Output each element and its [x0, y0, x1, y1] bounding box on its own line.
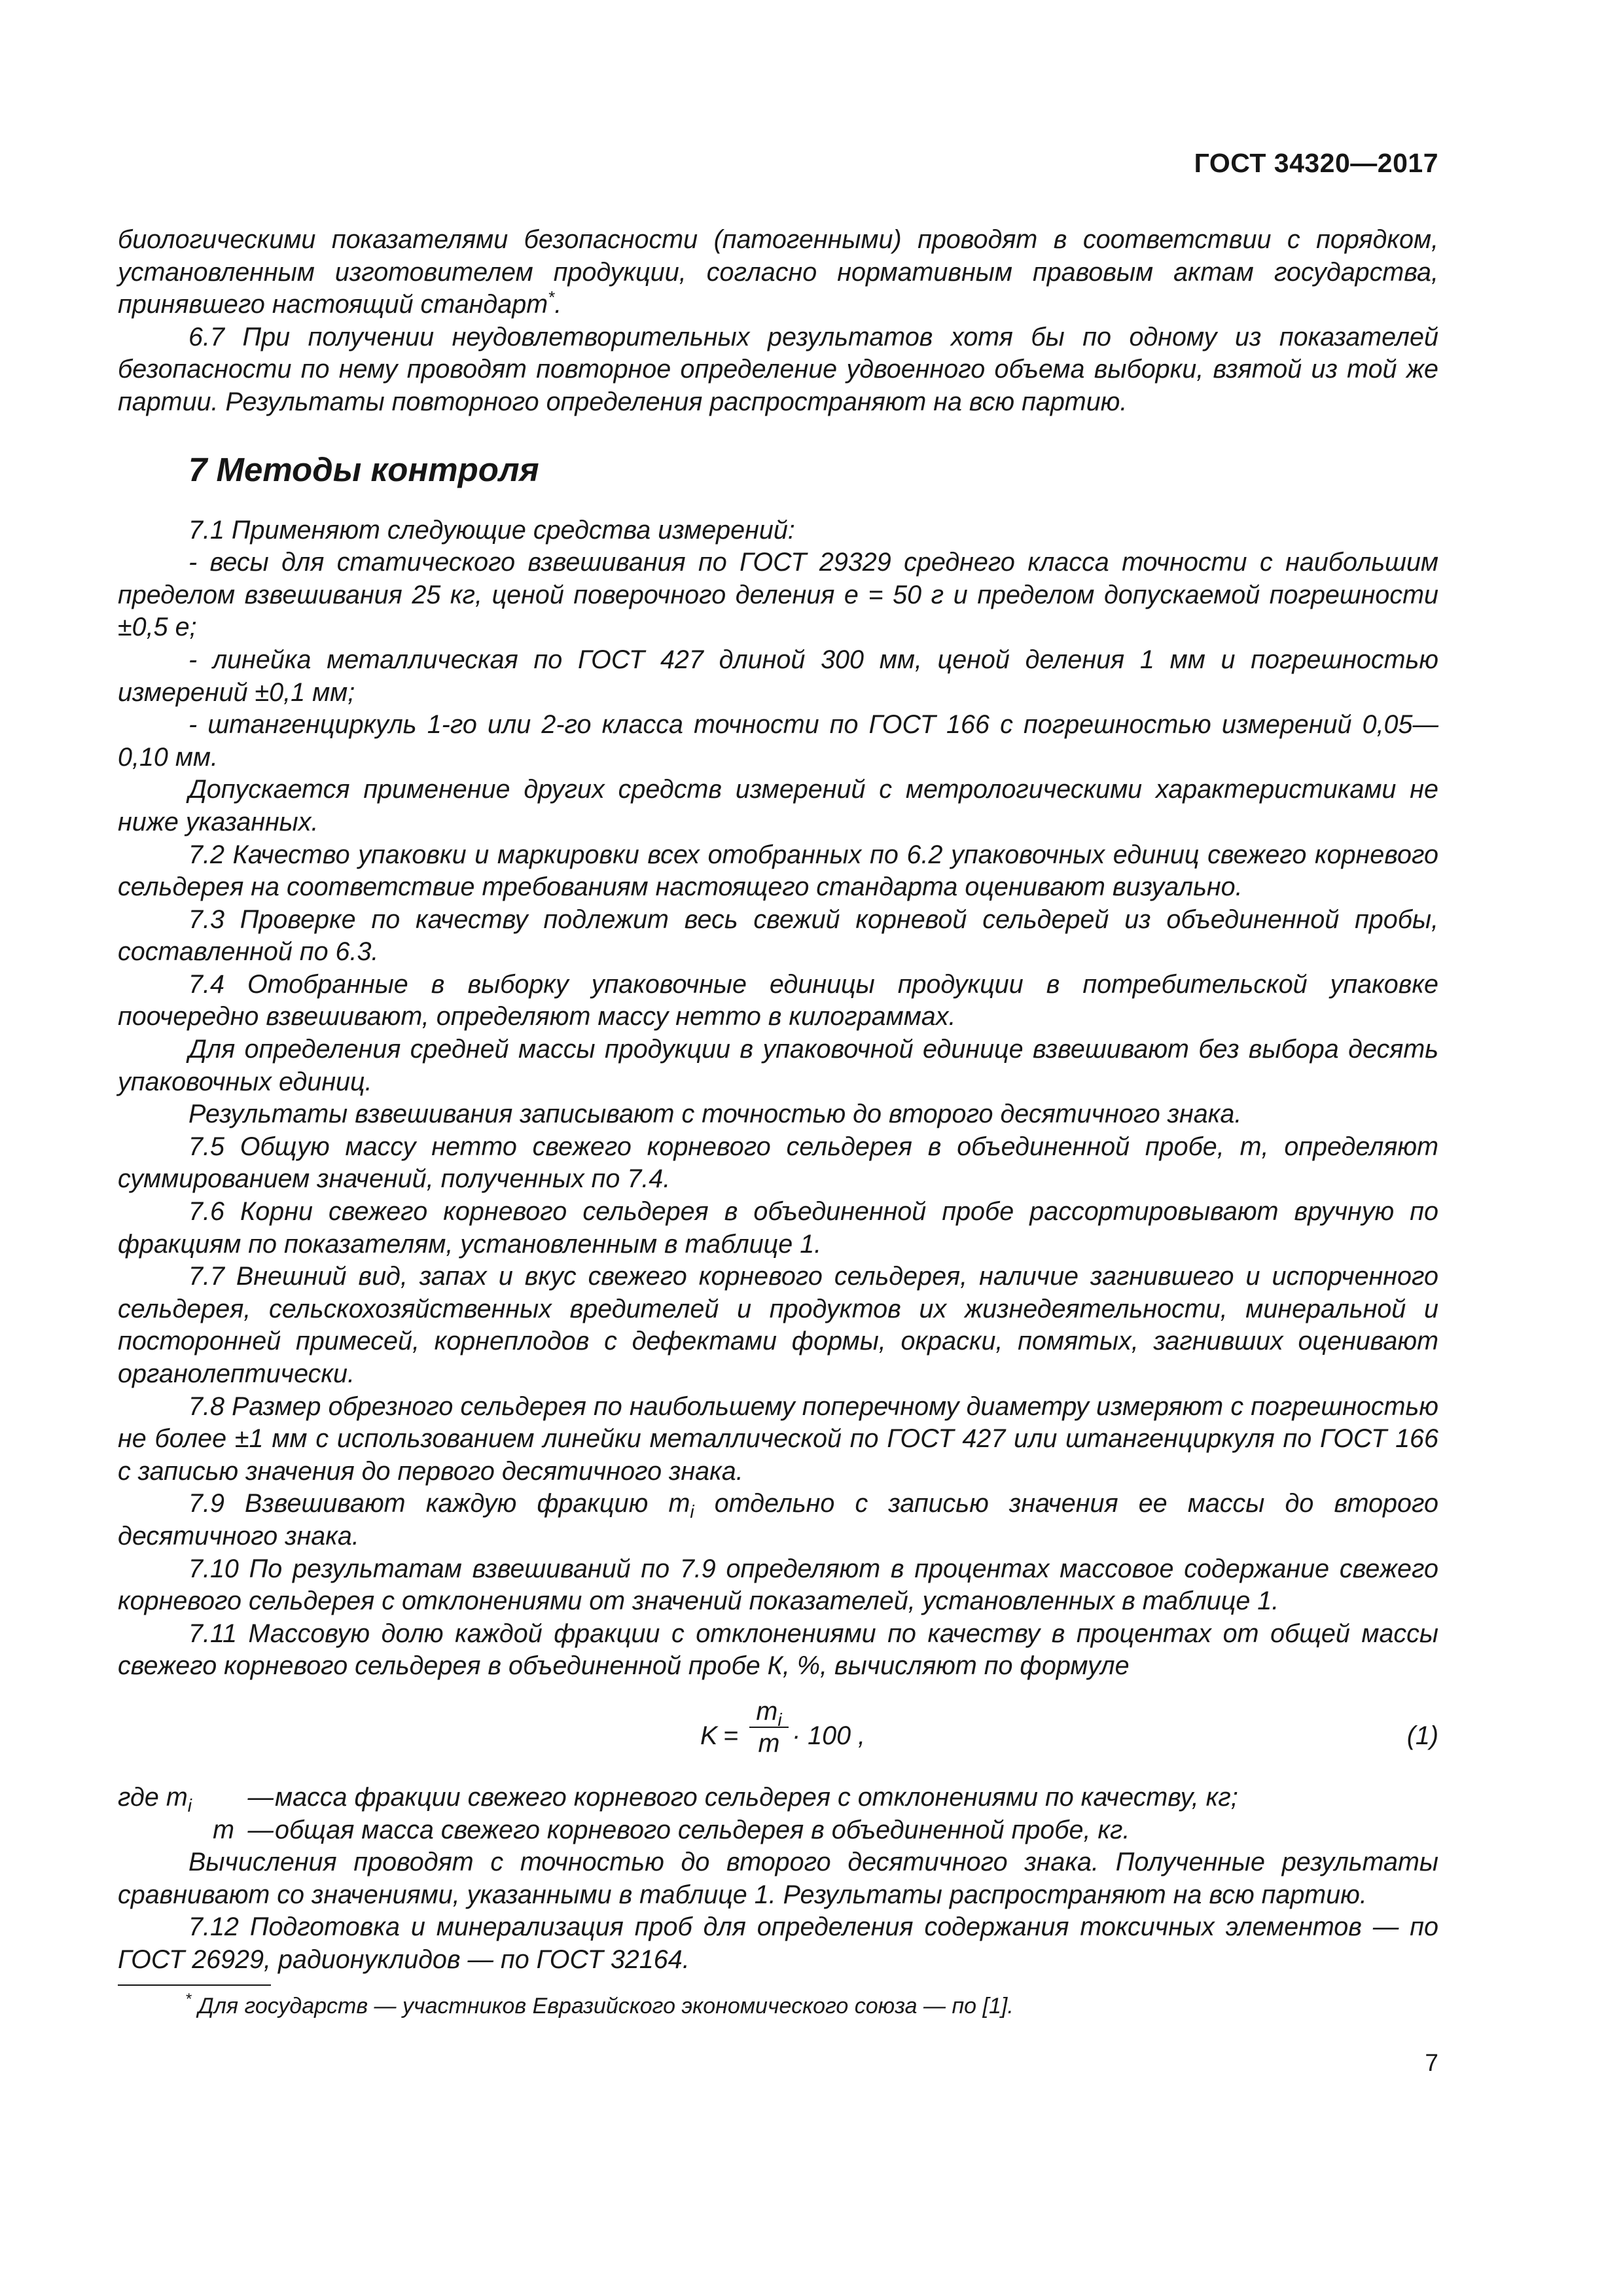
paragraph-7-3: 7.3 Проверке по качеству подлежит весь свежий корневой сельдерей из объединенной пробы, составленной по 6.3. [118, 905, 1438, 967]
formula-lhs: K [700, 1721, 718, 1750]
list-item-ruler: - линейка металлическая по ГОСТ 427 длиной 300 мм, ценой деления 1 мм и погрешностью измерений ±0,1 мм; [118, 645, 1438, 707]
formula-fraction [749, 1698, 789, 1758]
paragraph-other-means: Допускается применение других средств измерений с метрологическими характеристиками не ниже указанных. [118, 775, 1438, 836]
paragraph-7-6: 7.6 Корни свежего корневого сельдерея в объединенной пробе рассортировывают вручную по фракциям по показателям, установленным в таблице 1. [118, 1197, 1438, 1259]
fraction-bar [749, 1727, 789, 1728]
page-number: 7 [1425, 2049, 1438, 2076]
paragraph-7-12: 7.12 Подготовка и минерализация проб для определения содержания токсичных элементов — по ГОСТ 26929, радионуклидов — по ГОСТ 32164. [118, 1912, 1438, 1974]
paragraph-average-mass: Для определения средней массы продукции в упаковочной единице взвешивают без выбора десять упаковочных единиц. [118, 1035, 1438, 1096]
footnote-marker: * [548, 287, 555, 308]
paragraph-6-7: 6.7 При получении неудовлетворительных результатов хотя бы по одному из показателей безопасности по нему проводят повторное определение удвоенного объема выборки, взятой из той же партии. Результаты повторного определения распространяют на всю партию. [118, 322, 1438, 416]
paragraph-7-11: 7.11 Массовую долю каждой фракции с отклонениями по качеству в процентах от общей массы свежего корневого сельдерея в объединенной пробе К, %, вычисляют по формуле [118, 1619, 1438, 1681]
section-title: 7 Методы контроля [188, 450, 539, 488]
paragraph-calculations: Вычисления проводят с точностью до второго десятичного знака. Полученные результаты сравнивают со значениями, указанными в таблице 1. Результаты распространяют на всю партию. [118, 1848, 1438, 1909]
formula-1 [118, 1693, 1438, 1774]
formula-multiplier: · 100 , [792, 1721, 865, 1750]
paragraph-7-9: 7.9 Взвешивают каждую фракцию $m_i$ отдельно с записью значения ее массы до второго десятичного знака. [118, 1489, 1438, 1551]
paragraph-7-1: 7.1 Применяют следующие средства измерений: [188, 515, 795, 545]
paragraph-7-8: 7.8 Размер обрезного сельдерея по наибольшему поперечному диаметру измеряют с погрешностью не более ±1 мм с использованием линейки металлической по ГОСТ 427 или штангенциркуля по ГОСТ 166 с записью значения до первого десятичного знака. [118, 1391, 1438, 1486]
paragraph-7-7: 7.7 Внешний вид, запах и вкус свежего корневого сельдерея, наличие загнившего и испорченного сельдерея, сельскохозяйственных вредителей и продуктов их жизнедеятельности, минеральной и посторонней примесей, корнеплодов с дефектами формы, окраски, помятых, загнивших оценивают органолептически. [118, 1262, 1438, 1388]
paragraph-7-2: 7.2 Качество упаковки и маркировки всех отобранных по 6.2 упаковочных единиц свежего корневого сельдерея на соответствие требованиям настоящего стандарта оценивают визуально. [118, 840, 1438, 902]
list-item-caliper: - штангенциркуль 1-го или 2-го класса точности по ГОСТ 166 с погрешностью измерений 0,05—0,10 мм. [118, 710, 1438, 772]
paragraph-continuation: биологическими показателями безопасности (патогенными) проводят в соответствии с порядком, установленным изготовителем продукции, согласно нормативным правовым актам государства, принявшего настоящий стандарт*. [118, 225, 1438, 319]
footnote-separator [118, 1984, 271, 1986]
legend-mi: масса фракции свежего корневого сельдерея с отклонениями по качеству, кг; [275, 1782, 1238, 1812]
formula-equals: = [723, 1721, 739, 1750]
document-body [118, 224, 1438, 1977]
formula-number: (1) [1406, 1721, 1438, 1750]
document-header: ГОСТ 34320—2017 [1194, 148, 1438, 178]
footnote: * Для государств — участников Евразийского экономического союза — по [1]. [186, 1990, 1014, 2018]
paragraph-weighing-results: Результаты взвешивания записывают с точностью до второго десятичного знака. [188, 1100, 1242, 1129]
paragraph-7-4: 7.4 Отобранные в выборку упаковочные единицы продукции в потребительской упаковке поочередно взвешивают, определяют массу нетто в килограммах. [118, 969, 1438, 1031]
paragraph-7-5: 7.5 Общую массу нетто свежего корневого сельдерея в объединенной пробе, m, определяют суммированием значений, полученных по 7.4. [118, 1132, 1438, 1194]
list-item-scales: - весы для статического взвешивания по ГОСТ 29329 среднего класса точности с наибольшим пределом взвешивания 25 кг, ценой поверочного деления е = 50 г и пределом допускаемой погрешности ±0,5 е; [118, 548, 1438, 642]
formula-numerator: $m_i$ [756, 1696, 782, 1730]
legend-m: общая масса свежего корневого сельдерея в объединенной пробе, кг. [275, 1815, 1130, 1844]
paragraph-7-10: 7.10 По результатам взвешиваний по 7.9 определяют в процентах массовое содержание свежего корневого сельдерея с отклонениями от значений показателей, установленных в таблице 1. [118, 1554, 1438, 1616]
formula-denominator: m [758, 1729, 780, 1758]
formula-legend: где $m_i$ — масса фракции свежего корневого сельдерея с отклонениями по качеству, кг; m — общая масса свежего корневого сельдерея в объединенной пробе, кг. [118, 1782, 1438, 1846]
